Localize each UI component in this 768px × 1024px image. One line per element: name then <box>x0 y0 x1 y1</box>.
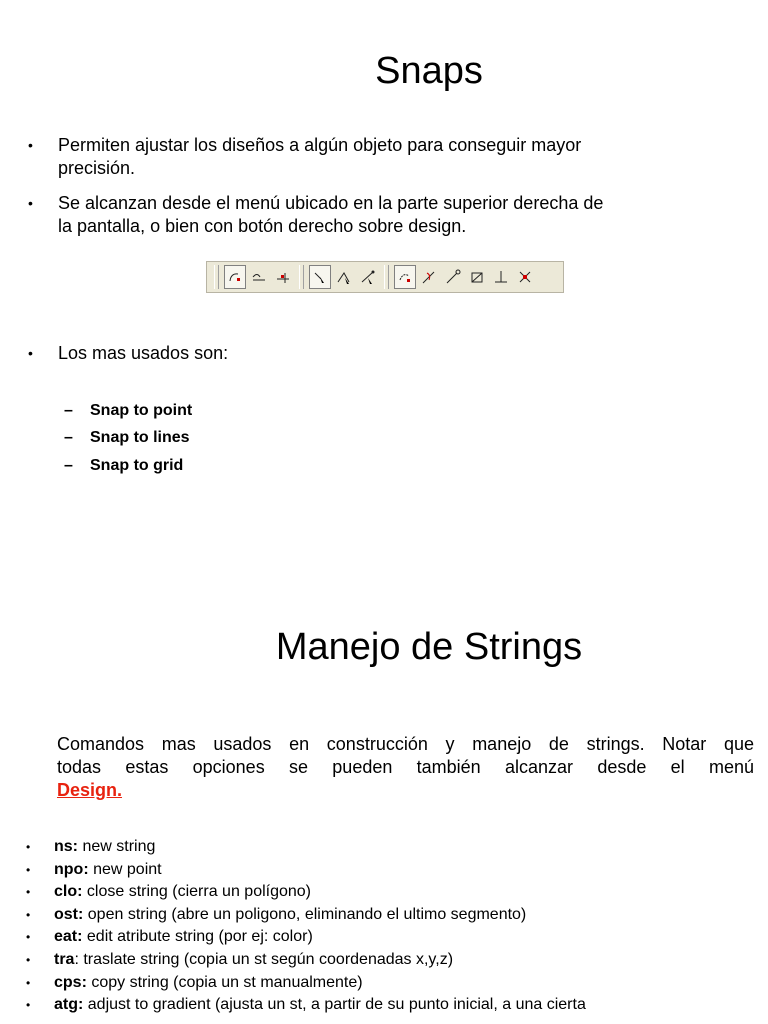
sub-item <box>64 402 364 422</box>
snap-tangent-icon[interactable] <box>418 265 440 289</box>
command-desc: open string (abre un poligono, eliminando el ultimo segmento) <box>83 905 527 923</box>
command-item <box>24 881 764 904</box>
toolbar-separator <box>384 265 389 289</box>
command-desc: new point <box>88 860 162 878</box>
snap-node-icon[interactable] <box>442 265 464 289</box>
command-desc: : traslate string (copia un st según coordenadas x,y,z) <box>74 950 454 968</box>
bullet-item <box>28 342 628 365</box>
bullet-dot: • <box>28 195 33 211</box>
bullet-dot: • <box>26 952 31 967</box>
command-key: atg: <box>54 996 84 1014</box>
command-desc: adjust to gradient (ajusta un st, a partir de su punto inicial, a una cierta <box>83 996 586 1014</box>
sub-item <box>64 429 364 449</box>
toolbar-separator <box>299 265 304 289</box>
sub-item <box>64 457 364 477</box>
command-item <box>24 994 764 1017</box>
sub-label: Snap to lines <box>90 429 190 446</box>
bullet-line: la pantalla, o bien con botón derecho sobre design. <box>58 216 467 236</box>
bullet-item <box>28 192 748 238</box>
command-item <box>24 859 764 882</box>
command-item <box>24 904 764 927</box>
bullet-dot: • <box>28 345 33 361</box>
snap-grid-icon[interactable] <box>272 265 294 289</box>
bullet-dot: • <box>26 907 31 922</box>
bullet-dot: • <box>26 885 31 900</box>
toolbar-grip[interactable] <box>214 265 219 289</box>
snap-point-icon[interactable] <box>309 265 331 289</box>
bullet-line: Los mas usados son: <box>58 343 229 363</box>
snap-box-icon[interactable] <box>466 265 488 289</box>
bullet-item <box>28 134 728 180</box>
command-item <box>24 836 764 859</box>
snap-curve-icon[interactable] <box>224 265 246 289</box>
sub-label: Snap to point <box>90 402 193 419</box>
bullet-dot: • <box>26 862 31 877</box>
sub-dash: – <box>64 429 73 446</box>
bullet-dot: • <box>28 137 33 153</box>
intro-paragraph <box>57 733 754 802</box>
command-desc: copy string (copia un st manualmente) <box>86 973 363 991</box>
snap-angle-icon[interactable] <box>333 265 355 289</box>
command-item <box>24 926 764 949</box>
intersection-icon[interactable] <box>514 265 536 289</box>
intro-line: todas estas opciones se pueden también alcanzar desde el menú <box>57 757 754 777</box>
slide-title-strings: Manejo de Strings <box>275 626 583 668</box>
bullet-dot: • <box>26 998 31 1013</box>
bullet-dot: • <box>26 975 31 990</box>
snap-line-icon[interactable] <box>248 265 270 289</box>
sub-dash: – <box>64 402 73 419</box>
command-key: npo: <box>54 860 89 878</box>
bullet-dot: • <box>26 840 31 854</box>
command-key: ns: <box>54 838 78 855</box>
command-item <box>24 972 764 995</box>
sub-label: Snap to grid <box>90 457 184 474</box>
command-item <box>24 949 764 972</box>
command-key: tra <box>54 950 75 968</box>
bullet-line: Permiten ajustar los diseños a algún objeto para conseguir mayor <box>58 135 582 155</box>
command-key: eat: <box>54 928 83 946</box>
command-desc: new string <box>78 838 156 855</box>
command-key: ost: <box>54 905 84 923</box>
bullet-line: precisión. <box>58 158 136 178</box>
design-menu-link[interactable]: Design. <box>57 780 123 800</box>
command-list <box>24 836 764 1017</box>
command-key: cps: <box>54 973 87 991</box>
sub-dash: – <box>64 457 73 474</box>
bullet-line: Se alcanzan desde el menú ubicado en la parte superior derecha de <box>58 193 604 213</box>
command-desc: edit atribute string (por ej: color) <box>82 928 313 946</box>
snaps-toolbar <box>206 261 564 293</box>
snap-arc-icon[interactable] <box>394 265 416 289</box>
command-key: clo: <box>54 883 83 901</box>
slide-title-snaps: Snaps <box>375 50 483 92</box>
perpendicular-icon[interactable] <box>490 265 512 289</box>
snap-vertex-icon[interactable] <box>357 265 379 289</box>
intro-line: Comandos mas usados en construcción y manejo de strings. Notar que <box>57 734 754 754</box>
command-desc: close string (cierra un polígono) <box>82 883 312 901</box>
bullet-dot: • <box>26 930 31 945</box>
